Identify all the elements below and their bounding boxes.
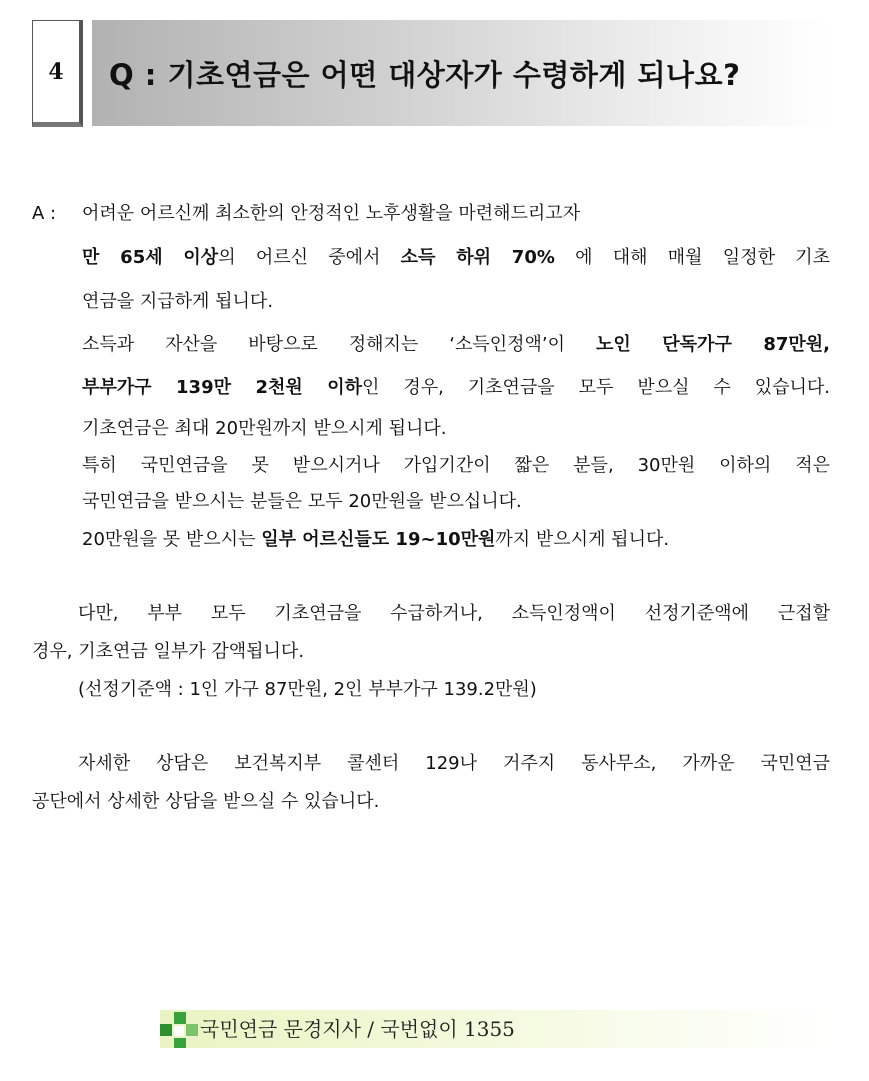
green-squares-icon [160,1012,200,1048]
highlight-age: 만 65세 이상 [82,247,219,268]
answer-text: 인 경우, 기초연금을 모두 받으실 수 있습니다. [362,377,831,398]
answer-text: 20만원을 못 받으시는 [82,529,262,550]
answer-line-7 [82,453,830,479]
answer-text: 어려운 어르신께 최소한의 안정적인 노후생활을 마련해드리고자 [82,203,581,224]
answer-line-8 [82,489,522,515]
answer-text: 소득과 자산을 바탕으로 정해지는 ‘소득인정액’이 [82,334,596,355]
contact-line-2: 공단에서 상세한 상담을 받으실 수 있습니다. [32,791,380,812]
footer-text: 국민연금 문경지사 / 국번없이 1355 [200,1017,515,1041]
note-line-2: 경우, 기초연금 일부가 감액됩니다. [32,641,305,662]
note-criteria: (선정기준액 : 1인 가구 87만원, 2인 부부가구 139.2만원) [78,679,537,700]
answer-text: 까지 받으시게 됩니다. [495,529,670,550]
answer-text: 에 대해 매월 일정한 기초 [554,247,830,268]
answer-line-3 [82,289,273,315]
highlight-single-household: 노인 단독가구 87만원, [596,334,830,355]
highlight-income: 소득 하위 70% [400,247,555,268]
answer-line-9 [82,527,669,553]
question-number: 4 [48,58,64,85]
answer-text: 특히 국민연금을 못 받으시거나 가입기간이 짧은 분들, 30만원 이하의 적은 [82,455,830,476]
answer-line-5 [82,375,830,401]
answer-line-1 [82,201,580,227]
highlight-couple-household: 부부가구 139만 2천원 이하 [82,377,363,398]
answer-text: 연금을 지급하게 됩니다. [82,291,274,312]
answer-text: 의 어르신 중에서 [218,247,401,268]
note-line-1: 다만, 부부 모두 기초연금을 수급하거나, 소득인정액이 선정기준액에 근접할 [78,603,830,624]
question-number-box [32,20,83,127]
contact-line-1: 자세한 상담은 보건복지부 콜센터 129나 거주지 동사무소, 가까운 국민연금 [78,753,830,774]
question-title-bar [92,20,830,126]
answer-line-2 [82,245,830,271]
answer-label: A : [32,203,57,224]
answer-line-6 [82,416,447,442]
answer-text: 국민연금을 받으시는 분들은 모두 20만원을 받으십니다. [82,491,522,512]
question-title: Q : 기초연금은 어떤 대상자가 수령하게 되나요? [109,57,741,92]
answer-text: 기초연금은 최대 20만원까지 받으시게 됩니다. [82,418,447,439]
highlight-partial-amount: 일부 어르신들도 19~10만원 [261,529,496,550]
answer-line-4 [82,332,830,358]
